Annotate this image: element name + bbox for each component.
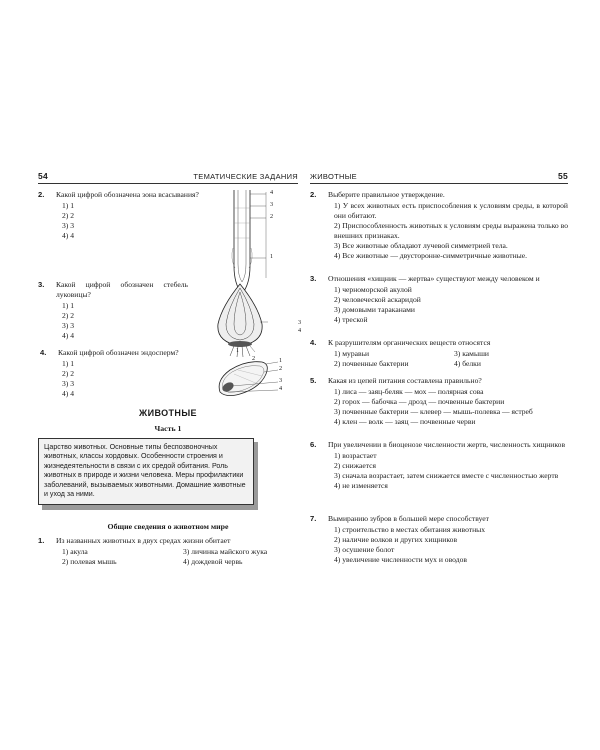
section-title: ЖИВОТНЫЕ bbox=[139, 408, 197, 418]
right-question-4 bbox=[310, 338, 568, 369]
right-header-title: ЖИВОТНЫЕ bbox=[310, 172, 357, 182]
answer-option: 3) личинка майского жука bbox=[183, 547, 268, 557]
answer-options bbox=[62, 301, 188, 341]
question-number: 1. bbox=[38, 536, 45, 545]
answer-options bbox=[334, 285, 568, 325]
answer-option: 1) акула bbox=[62, 547, 88, 557]
question-number: 2. bbox=[310, 190, 317, 199]
question-text: Какой цифрой обозначен стебель луковицы? bbox=[56, 280, 188, 300]
right-question-3 bbox=[310, 274, 568, 325]
answer-option: 3) сначала возрастает, затем снижается вместе с численностью жертв bbox=[334, 471, 559, 481]
answer-option: 2) 2 bbox=[62, 311, 75, 321]
right-header bbox=[310, 170, 568, 184]
question-number: 5. bbox=[310, 376, 317, 385]
answer-option: 3) камыши bbox=[454, 349, 489, 359]
answer-option: 4) не изменяется bbox=[334, 481, 388, 491]
answer-option: 4) дождевой червь bbox=[183, 557, 243, 567]
answer-option: 2) 2 bbox=[62, 211, 75, 221]
answer-options bbox=[62, 359, 208, 399]
answer-option: 4) 4 bbox=[62, 389, 75, 399]
figure-label: 4 bbox=[279, 385, 283, 392]
question-text: Вымиранию зубров в большей мере способствует bbox=[328, 514, 489, 523]
answer-option: 2) снижается bbox=[334, 461, 376, 471]
left-question-4 bbox=[38, 348, 208, 399]
left-page bbox=[38, 170, 302, 590]
question-text: При увеличении в биоценозе численности жертв, численность хищников bbox=[328, 440, 566, 449]
answer-option: 3) 3 bbox=[62, 379, 75, 389]
answer-options bbox=[334, 349, 568, 369]
figure-label: 1 bbox=[236, 347, 240, 354]
answer-option: 2) человеческой аскаридой bbox=[334, 295, 421, 305]
answer-option: 3) почвенные бактерии — клевер — мышь-полевка — ястреб bbox=[334, 407, 533, 417]
answer-options bbox=[334, 201, 568, 261]
right-page bbox=[310, 170, 568, 590]
left-page-number: 54 bbox=[38, 170, 49, 181]
answer-options bbox=[334, 525, 568, 565]
answer-option: 1) 1 bbox=[62, 359, 75, 369]
left-question-2 bbox=[38, 190, 203, 241]
answer-option: 4) треской bbox=[334, 315, 368, 325]
answer-option: 4) увеличение численности мух и оводов bbox=[334, 555, 467, 565]
right-question-7 bbox=[310, 514, 568, 565]
answer-option: 3) осушение болот bbox=[334, 545, 395, 555]
question-text: Какой цифрой обозначен эндосперм? bbox=[58, 348, 179, 357]
right-question-6 bbox=[310, 440, 568, 491]
answer-option: 3) 3 bbox=[62, 221, 75, 231]
answer-option: 1) строительство в местах обитания животных bbox=[334, 525, 486, 535]
figure-label: 3 bbox=[279, 377, 283, 384]
right-question-5 bbox=[310, 376, 568, 427]
figure-label: 3 bbox=[270, 201, 274, 208]
subsection-title: Общие сведения о животном мире bbox=[107, 522, 229, 531]
question-number: 3. bbox=[38, 280, 45, 289]
answer-option: 3) домовыми тараканами bbox=[334, 305, 415, 315]
answer-option: 2) полевая мышь bbox=[62, 557, 117, 567]
answer-option: 2) наличие волков и других хищников bbox=[334, 535, 458, 545]
question-text: Какой цифрой обозначена зона всасывания? bbox=[56, 190, 199, 199]
answer-option: 4) 4 bbox=[62, 231, 75, 241]
question-number: 4. bbox=[40, 348, 47, 357]
part-title: Часть 1 bbox=[154, 424, 182, 433]
onion-bulb-figure bbox=[210, 280, 280, 360]
question-number: 7. bbox=[310, 514, 317, 523]
answer-option: 1) муравьи bbox=[334, 349, 370, 359]
question-number: 4. bbox=[310, 338, 317, 347]
figure-label: 2 bbox=[279, 365, 283, 372]
left-question-1 bbox=[38, 536, 298, 567]
answer-option: 2) почвенные бактерии bbox=[334, 359, 409, 369]
answer-option: 1) возрастает bbox=[334, 451, 377, 461]
answer-option: 2) 2 bbox=[62, 369, 75, 379]
left-header bbox=[38, 170, 298, 184]
answer-options bbox=[334, 387, 568, 427]
question-text: К разрушителям органических веществ относятся bbox=[328, 338, 491, 347]
answer-option: 4) белки bbox=[454, 359, 481, 369]
answer-option: 3) Все животные обладают лучевой симметрией тела. bbox=[334, 241, 508, 251]
right-page-number: 55 bbox=[557, 170, 568, 181]
answer-option: 4) 4 bbox=[62, 331, 75, 341]
question-text: Выберите правильное утверждение. bbox=[328, 190, 445, 199]
answer-option: 1) 1 bbox=[62, 201, 75, 211]
answer-option: 1) лиса — заяц-беляк — мох — полярная сова bbox=[334, 387, 484, 397]
answer-options bbox=[62, 547, 298, 567]
answer-options bbox=[62, 201, 203, 241]
answer-option: 3) 3 bbox=[62, 321, 75, 331]
question-number: 6. bbox=[310, 440, 317, 449]
question-number: 2. bbox=[38, 190, 45, 199]
figure-label: 1 bbox=[270, 253, 274, 260]
answer-option: 2) горох — бабочка — дрозд — почвенные бактерии bbox=[334, 397, 505, 407]
figure-label: 3 bbox=[298, 319, 302, 326]
answer-option: 1) черноморской акулой bbox=[334, 285, 412, 295]
answer-option: 4) клен — волк — заяц — почвенные черви bbox=[334, 417, 476, 427]
answer-option: 4) Все животные — двусторонне-симметричные животные. bbox=[334, 251, 528, 261]
question-text: Из названных животных в двух средах жизни обитает bbox=[56, 536, 231, 545]
question-text: Отношения «хищник — жертва» существуют между человеком и bbox=[328, 274, 540, 283]
figure-label: 4 bbox=[298, 327, 302, 334]
figure-label: 1 bbox=[279, 357, 283, 364]
topic-box bbox=[38, 438, 254, 505]
answer-option: 2) Приспособленность животных к условиям среды выражена только во внешних признаках. bbox=[334, 221, 568, 241]
figure-label: 2 bbox=[252, 355, 256, 362]
figure-label: 4 bbox=[270, 189, 274, 196]
left-question-3 bbox=[38, 280, 188, 341]
figure-label: 2 bbox=[270, 213, 274, 220]
seed-figure bbox=[214, 356, 284, 400]
answer-option: 1) У всех животных есть приспособления к условиям среды, в которой они обитают. bbox=[334, 201, 568, 221]
answer-option: 1) 1 bbox=[62, 301, 75, 311]
question-text: Какая из цепей питания составлена правильно? bbox=[328, 376, 482, 385]
answer-options bbox=[334, 451, 568, 491]
question-number: 3. bbox=[310, 274, 317, 283]
right-question-2 bbox=[310, 190, 568, 261]
topic-box-text: Царство животных. Основные типы беспозвоночных животных, классы хордовых. Особенности строения и жизнедеятельности в связи с их средой обитания. Роль животных в природе и жизни человека. Меры профилактики заболеваний, вызываемых животными. Домашние животные и уход за ними. bbox=[44, 443, 246, 499]
left-header-title: ТЕМАТИЧЕСКИЕ ЗАДАНИЯ bbox=[193, 172, 298, 182]
